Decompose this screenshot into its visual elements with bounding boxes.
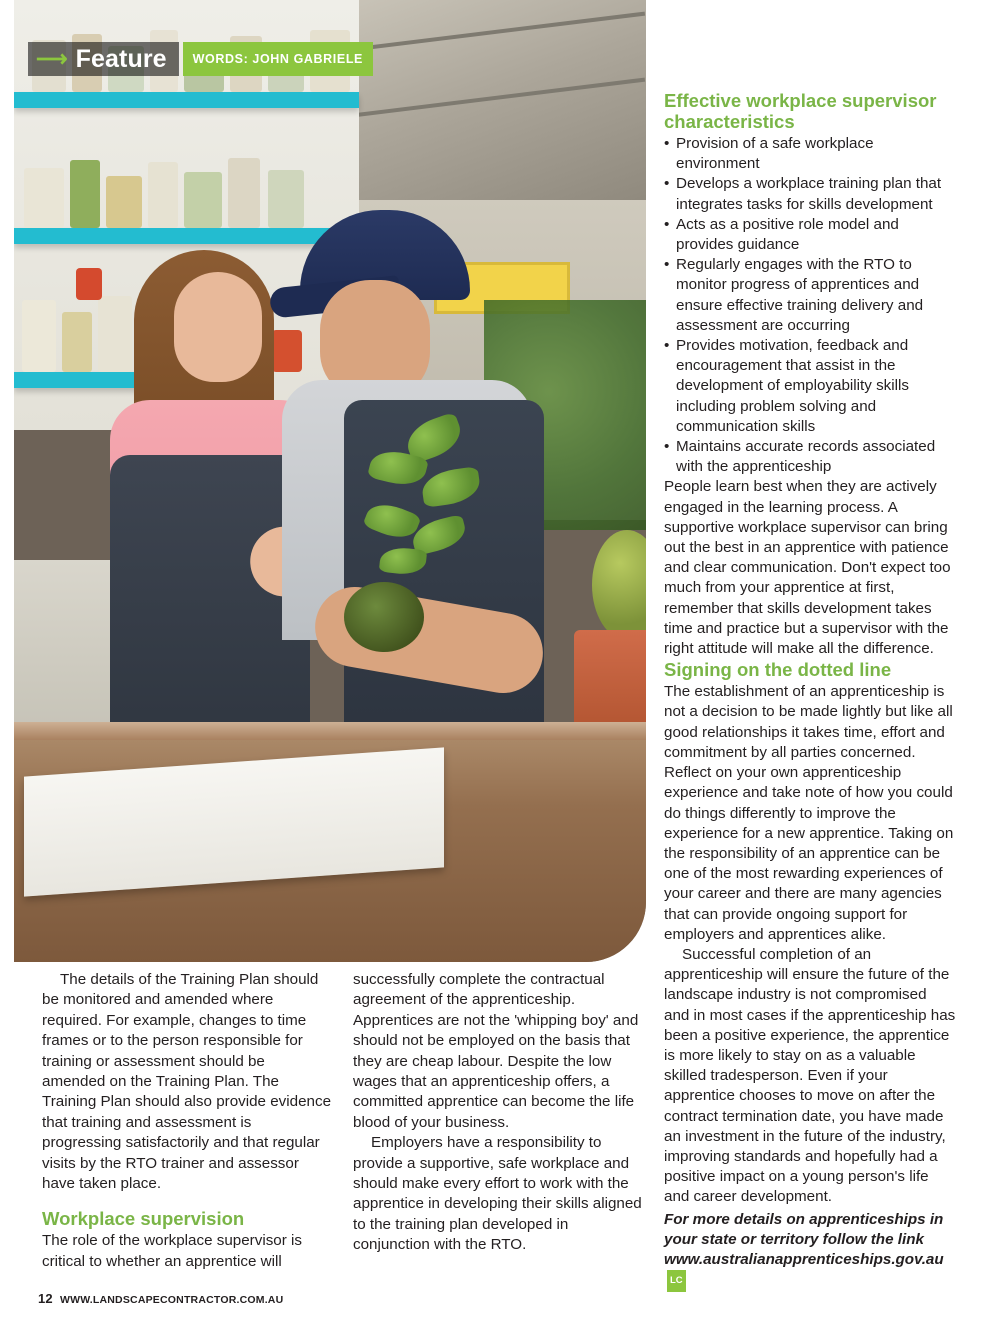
product-box xyxy=(148,162,178,228)
heading-signing-dotted-line: Signing on the dotted line xyxy=(664,659,892,681)
feature-flag xyxy=(28,42,373,76)
footer-website: WWW.LANDSCAPECONTRACTOR.COM.AU xyxy=(60,1294,284,1306)
list-item: • Provides motivation, feedback and encouragement that assist in the development of employability skills including problem solving and communication skills xyxy=(664,336,956,437)
product-box xyxy=(228,158,260,228)
supervisor-characteristics-list xyxy=(664,134,956,477)
cactus-plant xyxy=(592,530,646,640)
woman-apron xyxy=(110,455,310,755)
right-column xyxy=(664,90,956,1308)
product-box xyxy=(24,168,64,228)
woman-face xyxy=(174,272,262,382)
page-footer xyxy=(38,1291,283,1306)
product-box xyxy=(22,300,56,372)
product-box xyxy=(268,170,304,228)
product-box xyxy=(106,176,142,228)
man-apron xyxy=(344,400,544,760)
byline-chip: WORDS: JOHN GABRIELE xyxy=(183,42,373,76)
shelf-middle xyxy=(14,228,344,244)
hero-illustration xyxy=(14,0,646,962)
paragraph-establishment: The establishment of an apprenticeship is not a decision to be made lightly but like all good relationships it takes time, effort and commitment by all parties concerned. Reflect on your own apprenticeship experience and take note of how you could do things differently to improve the experience for a new apprentice. Taking on the responsibility of an apprentice can be one of the most rewarding experiences of your career and there are many agencies that can provide ongoing support for employers and apprentices alike. xyxy=(664,683,954,943)
apprenticeships-link-note xyxy=(664,1210,956,1293)
paragraph-employers-responsibility: Employers have a responsibility to provide a supportive, safe workplace and should make every effort to work with the apprentice in developing their skills aligned to the training plan developed in conjunction with the RTO. xyxy=(353,1134,642,1254)
product-box xyxy=(62,312,92,372)
product-box xyxy=(76,268,102,300)
greenhouse-roof xyxy=(344,0,646,210)
heading-supervisor-characteristics: Effective workplace supervisor characteristics xyxy=(664,90,937,132)
product-box xyxy=(70,160,100,228)
list-item: • Acts as a positive role model and provides guidance xyxy=(664,215,956,255)
list-item: • Develops a workplace training plan that integrates tasks for skills development xyxy=(664,174,956,214)
product-box xyxy=(98,296,132,372)
page-number: 12 xyxy=(38,1291,53,1306)
shelf-top xyxy=(14,92,359,108)
product-box xyxy=(272,330,302,372)
list-item: • Regularly engages with the RTO to monitor progress of apprentices and ensure effective training delivery and assessment are occurring xyxy=(664,255,956,336)
arrow-right-icon: ⟶ xyxy=(36,46,68,71)
feature-label-chip xyxy=(28,42,179,76)
heading-workplace-supervision: Workplace supervision xyxy=(42,1208,245,1230)
end-mark: LC xyxy=(667,1270,686,1292)
link-note-text: For more details on apprenticeships in your state or territory follow the link www.australianapprenticeships.gov.au xyxy=(664,1210,944,1268)
paragraph-supervisor-role: The role of the workplace supervisor is critical to whether an apprentice will xyxy=(42,1232,302,1270)
product-box xyxy=(184,172,222,228)
paragraph-contractual-agreement: successfully complete the contractual agreement of the apprenticeship. Apprentices are not the 'whipping boy' and should not be employed on the basis that they are cheap labour. Despite the low wages that an apprenticeship offers, a committed apprentice can become the life blood of your business. xyxy=(353,971,639,1131)
moss-ball xyxy=(344,582,424,652)
bottom-column-left xyxy=(42,970,332,1272)
list-item: • Provision of a safe workplace environment xyxy=(664,134,956,174)
paragraph-training-plan-details: The details of the Training Plan should be monitored and amended where required. For example, changes to time frames or to the person responsible for training or assessment should be amended on the Training Plan. The Training Plan should also provide evidence that training and assessment is progressing satisfactorily and that regular visits by the RTO trainer and assessor have taken place. xyxy=(42,971,332,1193)
paragraph-successful-completion: Successful completion of an apprenticeship will ensure the future of the landscape industry is not compromised and in most cases if the apprenticeship has been a positive experience, the apprentice is more likely to stay on as a valuable skilled tradesperson. Even if your apprentice chooses to move on after the contract termination date, you have made an investment in the future of the industry, improving standards and hopefully had a positive impact on a young person's life and career development. xyxy=(664,945,956,1206)
feature-label: Feature xyxy=(75,44,167,73)
bottom-column-middle xyxy=(353,970,643,1256)
paragraph-people-learn-best: People learn best when they are actively engaged in the learning process. A supportive workplace supervisor can bring out the best in an apprentice with patience and clear communication. Don't expect too much from your apprentice at first, remember that skills development takes time and practice but a supervisor with the right attitude will make all the difference. xyxy=(664,478,951,658)
hero-photo xyxy=(14,0,646,962)
list-item: • Maintains accurate records associated with the apprenticeship xyxy=(664,437,956,477)
